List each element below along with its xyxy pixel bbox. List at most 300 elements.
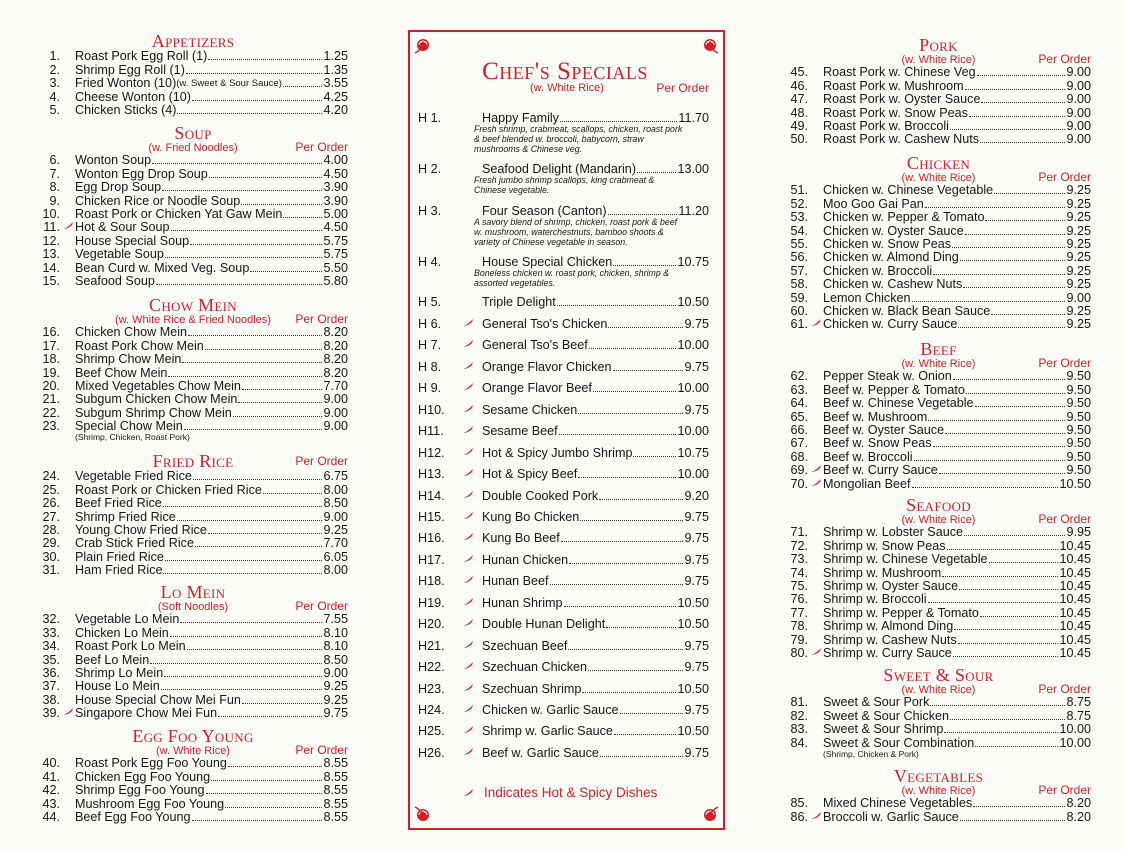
item-code: H26.: [418, 746, 445, 760]
chef-special-item: [418, 489, 709, 503]
item-number: 25.: [42, 482, 60, 497]
chili-pepper-icon: [462, 468, 482, 481]
item-price: 9.00: [1066, 78, 1091, 93]
item-price: 9.00: [323, 405, 348, 420]
item-code: H20.: [418, 617, 445, 631]
section-title: Appetizers: [151, 31, 235, 51]
section-title: Lo Mein: [160, 582, 226, 602]
item-name: Triple Delight: [482, 295, 556, 309]
leader-dots: [965, 232, 1066, 235]
rose-corner-icon: [413, 805, 433, 825]
item-price: 9.00: [1066, 105, 1091, 120]
item-number: 78.: [790, 619, 808, 634]
item-name: House Special Chicken: [482, 255, 613, 269]
item-name: Roast Pork Chow Mein: [75, 338, 204, 353]
item-number: 44.: [42, 809, 60, 824]
item-name: Hunan Chicken: [482, 553, 569, 567]
chef-special-item: [418, 553, 709, 567]
item-price: 10.45: [1059, 619, 1091, 634]
menu-section: [786, 767, 1091, 824]
leader-dots: [550, 582, 684, 585]
item-price: 9.25: [1066, 263, 1091, 278]
item-name: Vegetable Soup: [75, 247, 164, 262]
item-name: Bean Curd w. Mixed Veg. Soup: [75, 260, 250, 275]
menu-item: [786, 553, 1091, 566]
item-price: 9.50: [1066, 382, 1091, 397]
leader-dots: [560, 119, 677, 122]
item-number: 57.: [790, 263, 808, 278]
item-name: Orange Flavor Chicken: [482, 360, 612, 374]
chili-pepper-icon: [462, 361, 482, 374]
item-name: Pepper Steak w. Onion: [823, 369, 952, 384]
leader-dots: [177, 518, 323, 521]
chili-pepper-icon: [462, 747, 482, 760]
leader-dots: [975, 744, 1058, 747]
leader-dots: [614, 732, 677, 735]
leader-dots: [206, 791, 323, 794]
item-number: 70.: [790, 476, 808, 491]
item-price: 8.55: [323, 796, 348, 811]
leader-dots: [930, 703, 1065, 706]
leader-dots: [250, 269, 322, 272]
leader-dots: [242, 701, 323, 704]
item-name: Wonton Egg Drop Soup: [75, 166, 208, 181]
item-price: 9.75: [684, 553, 709, 567]
item-price: 6.05: [323, 549, 348, 564]
leader-dots: [637, 170, 676, 173]
item-name: Beef Egg Foo Young: [75, 809, 191, 824]
leader-dots: [620, 711, 684, 714]
menu-item: [786, 133, 1091, 146]
item-price: 9.50: [1066, 422, 1091, 437]
chili-pepper-icon: [462, 339, 482, 352]
leader-dots: [980, 614, 1059, 617]
item-code: H 4.: [418, 255, 442, 269]
leader-dots: [171, 228, 323, 231]
menu-item: [786, 606, 1091, 619]
item-number: 2.: [49, 62, 60, 77]
item-name: Egg Drop Soup: [75, 180, 162, 195]
menu-item: [786, 66, 1091, 79]
menu-item: [786, 318, 1091, 331]
item-number: 82.: [790, 708, 808, 723]
menu-item: [786, 633, 1091, 646]
menu-item: [38, 797, 348, 810]
item-name: Double Cooked Pork: [482, 489, 599, 503]
menu-item: [786, 736, 1091, 749]
section-note: (w. White Rice): [901, 684, 976, 696]
item-name: Chicken w. Black Bean Sauce: [823, 303, 991, 318]
item-name: Wonton Soup: [75, 153, 152, 168]
item-name: Roast Pork or Chicken Yat Gaw Mein: [75, 206, 283, 221]
menu-item: [38, 194, 348, 207]
menu-item: [786, 410, 1091, 423]
menu-item: [786, 696, 1091, 709]
item-price: 8.55: [323, 769, 348, 784]
item-name: House Special Soup: [75, 233, 190, 248]
item-number: 76.: [790, 592, 808, 607]
item-name: Roast Pork Lo Mein: [75, 639, 186, 654]
item-price: 10.45: [1059, 565, 1091, 580]
item-name: Chicken w. Almond Ding: [823, 250, 959, 265]
leader-dots: [964, 533, 1065, 536]
item-name: Double Hunan Delight: [482, 617, 606, 631]
item-number: 26.: [42, 496, 60, 511]
item-price: 5.75: [323, 233, 348, 248]
leader-dots: [557, 303, 677, 306]
item-name: Chicken Egg Foo Young: [75, 769, 211, 784]
item-name: Hunan Shrimp: [482, 596, 563, 610]
item-name: Szechuan Shrimp: [482, 682, 582, 696]
leader-dots: [977, 73, 1066, 76]
chef-special-item: [418, 295, 709, 309]
item-name: Seafood Delight (Mandarin): [482, 162, 637, 176]
item-price: 9.00: [1066, 65, 1091, 80]
item-number: 86.: [790, 809, 808, 824]
item-price: 10.45: [1059, 592, 1091, 607]
item-price: 9.25: [323, 692, 348, 707]
chili-pepper-icon: [462, 683, 482, 696]
item-price: 10.00: [1059, 722, 1091, 737]
menu-item: [786, 566, 1091, 579]
leader-dots: [960, 818, 1066, 821]
leader-dots: [991, 312, 1065, 315]
item-price: 7.70: [323, 378, 348, 393]
item-price: 9.00: [323, 392, 348, 407]
menu-item: [38, 90, 348, 103]
menu-item: [38, 221, 348, 234]
item-subnote: (Shrimp, Chicken & Pork): [823, 748, 919, 759]
leader-dots: [965, 87, 1066, 90]
item-code: H13.: [418, 467, 445, 481]
chili-pepper-icon: [462, 640, 482, 653]
item-name: Chicken Lo Mein: [75, 625, 169, 640]
leader-dots: [980, 140, 1065, 143]
item-price: 9.75: [684, 510, 709, 524]
menu-item: [38, 757, 348, 770]
chili-pepper-icon: [462, 318, 482, 331]
menu-item: [786, 539, 1091, 552]
leader-dots: [225, 805, 322, 808]
item-price: 11.70: [678, 111, 709, 125]
item-name: Lemon Chicken: [823, 290, 911, 305]
menu-item: [38, 811, 348, 824]
leader-dots: [580, 518, 683, 521]
item-price: 9.25: [1066, 183, 1091, 198]
leader-dots: [184, 427, 323, 430]
item-number: 65.: [790, 409, 808, 424]
item-code: H 6.: [418, 317, 442, 331]
item-name: Subgum Chicken Chow Mein: [75, 392, 238, 407]
item-number: 79.: [790, 632, 808, 647]
item-number: 83.: [790, 722, 808, 737]
leader-dots: [613, 368, 684, 371]
per-order-label: Per Order: [1038, 682, 1091, 696]
leader-dots: [958, 325, 1065, 328]
item-price: 9.00: [1066, 92, 1091, 107]
item-number: 1.: [49, 49, 60, 64]
item-number: 17.: [42, 338, 60, 353]
item-name: Seafood Soup: [75, 273, 155, 288]
item-name: Chicken w. Broccoli: [823, 263, 933, 278]
rose-corner-icon: [413, 35, 433, 55]
section-title: Egg Foo Young: [132, 726, 254, 746]
chef-special-item: [418, 596, 709, 610]
item-price: 10.00: [677, 467, 709, 481]
item-price: 9.75: [684, 317, 709, 331]
item-number: 72.: [790, 538, 808, 553]
leader-dots: [914, 458, 1066, 461]
item-name: Singapore Chow Mei Fun: [75, 706, 218, 721]
chili-pepper-icon: [808, 811, 823, 824]
item-price: 7.55: [323, 612, 348, 627]
item-price: 9.20: [684, 489, 709, 503]
chili-pepper-icon: [462, 661, 482, 674]
chef-special-item: [418, 617, 709, 631]
item-price: 13.00: [677, 162, 709, 176]
chef-special-item: [418, 660, 709, 674]
menu-item: [38, 653, 348, 666]
leader-dots: [182, 360, 322, 363]
leader-dots: [608, 325, 683, 328]
chef-special-item: [418, 317, 709, 331]
leader-dots: [192, 818, 323, 821]
item-number: 19.: [42, 365, 60, 380]
chili-pepper-icon: [462, 404, 482, 417]
item-price: 10.50: [1059, 476, 1091, 491]
item-number: 47.: [790, 92, 808, 107]
item-price: 9.75: [684, 746, 709, 760]
section-title: Beef: [920, 339, 957, 359]
item-name: Shrimp w. Cashew Nuts: [823, 632, 957, 647]
item-name: Shrimp w. Snow Peas: [823, 538, 946, 553]
item-price: 3.55: [323, 76, 348, 91]
hot-spicy-legend: [462, 785, 657, 800]
menu-item: [38, 104, 348, 117]
item-number: 15.: [42, 273, 60, 288]
item-name: Special Chow Mein: [75, 419, 183, 434]
item-code: H17.: [418, 553, 445, 567]
leader-dots: [193, 477, 323, 480]
leader-dots: [960, 258, 1066, 261]
item-price: 9.25: [323, 522, 348, 537]
item-price: 10.00: [677, 424, 709, 438]
item-price: 10.75: [677, 255, 709, 269]
item-code: H11.: [418, 424, 444, 438]
per-order-label: Per Order: [295, 454, 348, 468]
item-name: General Tso's Beef: [482, 338, 588, 352]
chef-special-item: [418, 255, 709, 289]
chefs-specials-note: (w. White Rice): [530, 82, 604, 94]
menu-item: [38, 261, 348, 274]
item-number: 41.: [42, 769, 60, 784]
leader-dots: [633, 454, 676, 457]
item-code: H18.: [418, 574, 445, 588]
item-name: Kung Bo Beef: [482, 531, 560, 545]
item-name: Beef w. Oyster Sauce: [823, 422, 945, 437]
item-name: Mixed Vegetables Chow Mein: [75, 378, 241, 393]
item-price: 9.75: [684, 531, 709, 545]
chef-special-item: [418, 703, 709, 717]
item-name: Shrimp Chow Mein: [75, 352, 182, 367]
menu-item: [38, 693, 348, 706]
leader-dots: [613, 263, 676, 266]
leader-dots: [928, 418, 1065, 421]
item-price: 4.00: [323, 153, 348, 168]
item-name: Vegetable Lo Mein: [75, 612, 180, 627]
item-number: 28.: [42, 522, 60, 537]
item-number: 51.: [790, 183, 808, 198]
item-price: 10.45: [1059, 552, 1091, 567]
section-title: Chow Mein: [149, 295, 237, 315]
item-name: Shrimp Egg Foo Young: [75, 783, 205, 798]
item-price: 5.50: [323, 260, 348, 275]
menu-section: [38, 124, 348, 288]
section-note: (w. White Rice & Fried Noodles): [115, 314, 271, 326]
item-number: 49.: [790, 118, 808, 133]
leader-dots: [942, 574, 1058, 577]
leader-dots: [263, 491, 323, 494]
section-title: Fried Rice: [152, 451, 234, 471]
menu-item: [786, 580, 1091, 593]
leader-dots: [939, 471, 1066, 474]
item-price: 10.45: [1059, 578, 1091, 593]
item-price: 8.75: [1066, 708, 1091, 723]
menu-section: [38, 32, 348, 117]
item-price: 9.25: [1066, 303, 1091, 318]
per-order-label: Per Order: [1038, 170, 1091, 184]
item-price: 10.50: [677, 617, 709, 631]
item-price: 9.75: [684, 574, 709, 588]
item-number: 71.: [790, 525, 808, 540]
item-code: H 9.: [418, 381, 442, 395]
item-name: Mixed Chinese Vegetables: [823, 796, 973, 811]
item-name: Vegetable Fried Rice: [75, 469, 192, 484]
item-name: Sweet & Sour Pork: [823, 695, 930, 710]
section-title: Sweet & Sour: [883, 665, 994, 685]
menu-item: [786, 647, 1091, 660]
leader-dots: [608, 212, 678, 215]
item-number: 11.: [43, 220, 60, 235]
item-name: Beef Chow Mein: [75, 365, 168, 380]
menu-item: [38, 167, 348, 180]
item-number: 40.: [42, 756, 60, 771]
leader-dots: [994, 191, 1065, 194]
item-name: Chicken w. Oyster Sauce: [823, 223, 964, 238]
item-number: 75.: [790, 578, 808, 593]
section-title: Pork: [919, 35, 958, 55]
menu-item: [786, 593, 1091, 606]
item-code: H 2.: [418, 162, 442, 176]
leader-dots: [218, 714, 322, 717]
menu-item: [38, 640, 348, 653]
item-price: 9.50: [1066, 409, 1091, 424]
item-number: 32.: [42, 612, 60, 627]
leader-dots: [177, 111, 322, 114]
item-name: Roast Pork w. Mushroom: [823, 78, 964, 93]
item-number: 10.: [42, 206, 60, 221]
item-price: 8.20: [323, 352, 348, 367]
leader-dots: [190, 242, 322, 245]
item-code: H19.: [418, 596, 445, 610]
per-order-label: Per Order: [295, 140, 348, 154]
item-price: 9.25: [1066, 196, 1091, 211]
item-name: Shrimp w. Oyster Sauce: [823, 578, 959, 593]
chili-pepper-icon: [462, 554, 482, 567]
menu-item: [786, 424, 1091, 437]
item-price: 10.45: [1059, 632, 1091, 647]
leader-dots: [958, 641, 1059, 644]
leader-dots: [152, 161, 322, 164]
chef-special-item: [418, 639, 709, 653]
item-number: 31.: [42, 563, 60, 578]
item-name: Sweet & Sour Chicken: [823, 708, 949, 723]
item-number: 68.: [790, 449, 808, 464]
section-title: Chicken: [906, 153, 971, 173]
leader-dots: [952, 245, 1065, 248]
item-name: Szechuan Beef: [482, 639, 568, 653]
chef-special-item: [418, 724, 709, 738]
menu-item: [786, 120, 1091, 133]
item-name: Roast Pork Egg Foo Young: [75, 756, 227, 771]
chili-pepper-icon: [462, 490, 482, 503]
leader-dots: [985, 218, 1065, 221]
leader-dots: [989, 560, 1059, 563]
item-number: 74.: [790, 565, 808, 580]
item-number: 62.: [790, 369, 808, 384]
menu-item: [38, 234, 348, 247]
item-number: 37.: [42, 679, 60, 694]
menu-item: [38, 470, 348, 483]
leader-dots: [606, 625, 676, 628]
item-number: 6.: [49, 153, 60, 168]
menu-item: [38, 208, 348, 221]
chili-pepper-icon: [60, 707, 75, 720]
item-price: 10.50: [677, 295, 709, 309]
item-number: 58.: [790, 277, 808, 292]
item-name: Hot & Spicy Beef: [482, 467, 578, 481]
item-name: Four Season (Canton): [482, 204, 607, 218]
chef-special-item: [418, 424, 709, 438]
chili-pepper-icon: [808, 647, 823, 660]
item-price: 3.90: [323, 180, 348, 195]
leader-dots: [205, 347, 323, 350]
chefs-specials-title: Chef's Specials: [482, 58, 648, 85]
menu-item: [38, 50, 348, 63]
item-price: 9.00: [1066, 290, 1091, 305]
item-number: 46.: [790, 78, 808, 93]
chili-pepper-icon: [462, 382, 482, 395]
leader-dots: [162, 188, 322, 191]
menu-item: [38, 393, 348, 406]
item-name: House Lo Mein: [75, 679, 160, 694]
chef-special-item: [418, 360, 709, 374]
menu-item: [38, 524, 348, 537]
leader-dots: [947, 547, 1059, 550]
item-number: 18.: [42, 352, 60, 367]
item-number: 45.: [790, 65, 808, 80]
item-number: 20.: [42, 378, 60, 393]
section-note: (w. White Rice): [901, 514, 976, 526]
menu-item: [786, 305, 1091, 318]
leader-dots: [953, 654, 1059, 657]
item-name: Moo Goo Gai Pan: [823, 196, 924, 211]
item-number: 22.: [42, 405, 60, 420]
item-name: Crab Stick Fried Rice: [75, 536, 194, 551]
chili-pepper-icon: [462, 575, 482, 588]
item-number: 69.: [790, 463, 808, 478]
item-name: Roast Pork Egg Roll (1): [75, 49, 208, 64]
